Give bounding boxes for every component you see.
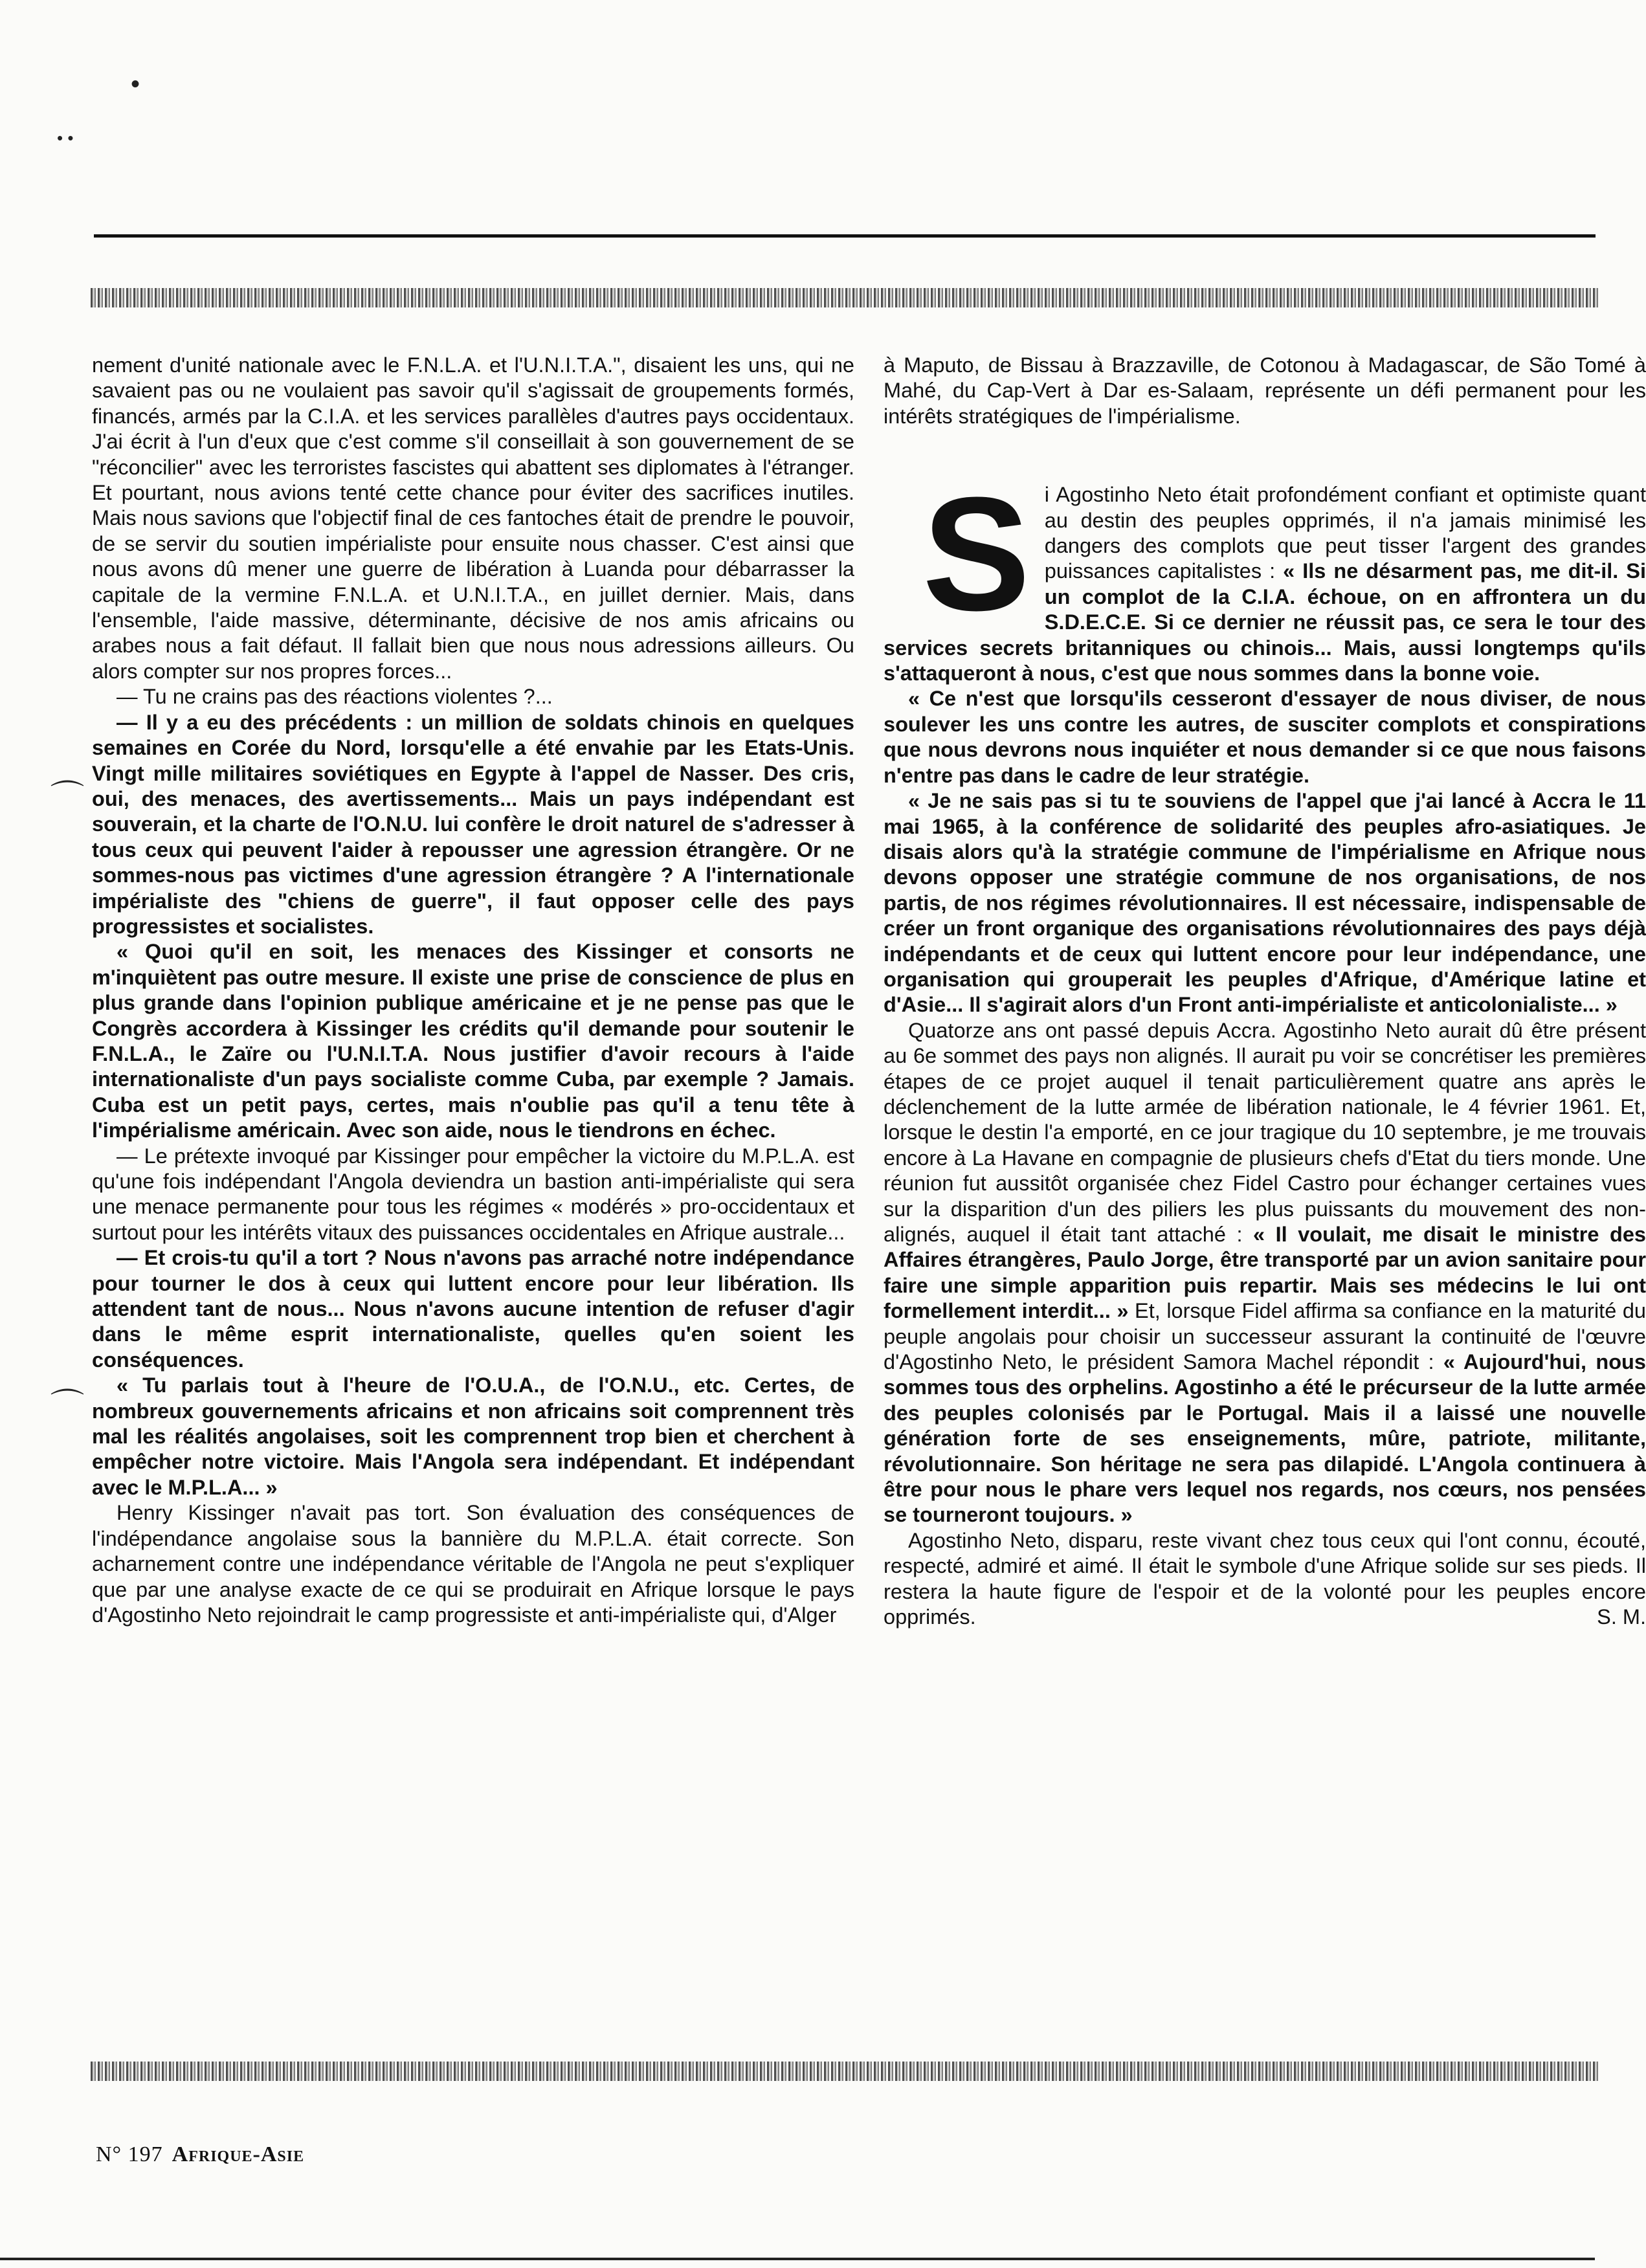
left-paragraph-2: — Tu ne crains pas des réactions violentes ?... bbox=[117, 685, 553, 709]
top-halftone-band bbox=[91, 288, 1599, 307]
right-paragraph-6 bbox=[884, 1528, 1646, 1630]
drop-cap: S bbox=[922, 463, 1030, 645]
right-paragraph-5-quote-1: « Il voulait, me disait le ministre des Affaires étrangères, Paulo Jorge, être transporté par un avion sanitaire pour faire une simple apparition puis repartir. Mais ses médecins le lui ont formellement interdit... » bbox=[884, 1223, 1646, 1323]
issue-number: N° 197 bbox=[96, 2142, 163, 2166]
bottom-rule bbox=[0, 2258, 1595, 2260]
right-column bbox=[884, 353, 1646, 2052]
left-paragraph-8: Henry Kissinger n'avait pas tort. Son évaluation des conséquences de l'indépendance angolaise sous la bannière du M.P.L.A. était correcte. Son acharnement contre une indépendance véritable de l'Angola ne peut s'expliquer que par une analyse exacte de ce qui se produirait en Afrique lorsque le pays d'Agostinho Neto rejoindrait le camp progressiste et anti-impérialiste qui, d'Alger bbox=[92, 1501, 854, 1627]
right-paragraph-3: « Ce n'est que lorsqu'ils cesseront d'essayer de nous diviser, de nous soulever les uns contre les autres, de susciter complots et conspirations que nous devrons nous inquiéter et nous demander si ce que nous faisons n'entre pas dans le cadre de leur stratégie. bbox=[884, 687, 1646, 787]
author-signature: S. M. bbox=[1597, 1605, 1646, 1629]
scan-speck: • • bbox=[57, 128, 74, 148]
scan-speck: • bbox=[131, 70, 140, 98]
left-column bbox=[92, 353, 854, 2052]
right-paragraph-5 bbox=[884, 1018, 1646, 1528]
left-paragraph-1: nement d'unité nationale avec le F.N.L.A. et l'U.N.I.T.A.", disaient les uns, qui ne savaient pas ou ne voulaient pas savoir qu'il s'agissait de groupements formés, financés, armés par la C.I.A. et les services parallèles d'autres pays occidentaux. J'ai écrit à l'un d'eux que c'est comme s'il conseillait à son gouvernement de se "réconcilier" avec les terroristes fascistes qui abattent ses diplomates à l'étranger. Et pourtant, nous avions tenté cette chance pour éviter des sacrifices inutiles. Mais nous savions que l'objectif final de ces fantoches était de prendre le pouvoir, de se servir du soutien impérialiste pour ensuite nous chasser. C'est ainsi que nous avons dû mener une guerre de libération à Luanda pour débarrasser la capitale de la vermine F.N.L.A. et U.N.I.T.A., en juillet dernier. Mais, dans l'ensemble, l'aide massive, déterminante, décisive de nos amis africains ou arabes nous a fait défaut. Il fallait bien que nous nous adressions ailleurs. Ou alors compter sur nos propres forces... bbox=[92, 353, 854, 683]
left-paragraph-4: « Quoi qu'il en soit, les menaces des Kissinger et consorts ne m'inquiètent pas outre mesure. Il existe une prise de conscience de plus en plus grande dans l'opinion publique américaine et je ne pense pas que le Congrès accordera à Kissinger les crédits qu'il demande pour soutenir le F.N.L.A., le Zaïre ou l'U.N.I.T.A. Nous justifier d'avoir recours à l'aide internationaliste d'un pays socialiste comme Cuba, par exemple ? Jamais. Cuba est un petit pays, certes, mais n'oublie pas qu'il a tenu tête à l'impérialisme américain. Avec son aide, nous le tiendrons en échec. bbox=[92, 940, 854, 1142]
left-paragraph-6: — Et crois-tu qu'il a tort ? Nous n'avons pas arraché notre indépendance pour tourner le dos à ceux qui luttent encore pour leur libération. Ils attendent tant de nous... Nous n'avons aucune intention de refuser d'agir dans le même esprit internationaliste, quelles qu'en soient les conséquences. bbox=[92, 1246, 854, 1372]
right-paragraph-6-text: Agostinho Neto, disparu, reste vivant chez tous ceux qui l'ont connu, écouté, respecté, admiré et aimé. Il était le symbole d'une Afrique solide sur ses pieds. Il restera la haute figure de l'espoir et de la volonté pour les peuples encore opprimés. bbox=[884, 1528, 1646, 1629]
right-paragraph-5-text-2: Et, lorsque Fidel affirma sa confiance en la maturité du peuple angolais pour choisir un successeur assurant la continuité de l'œuvre d'Agostinho Neto, le président Samora Machel répondit : bbox=[884, 1299, 1646, 1374]
left-paragraph-5: — Le prétexte invoqué par Kissinger pour empêcher la victoire du M.P.L.A. est qu'une fois indépendant l'Angola deviendra un bastion anti-impérialiste qui sera une menace permanente pour tous les régimes « modérés » pro-occidentaux et surtout pour les intérêts vitaux des puissances occidentales en Afrique australe... bbox=[92, 1144, 854, 1244]
scan-mark: ⌒ bbox=[50, 779, 85, 817]
scan-mark: ⌒ bbox=[50, 1388, 85, 1425]
right-paragraph-1: à Maputo, de Bissau à Brazzaville, de Cotonou à Madagascar, de São Tomé à Mahé, du Cap-Vert à Dar es-Salaam, représente un défi permanent pour les intérêts stratégiques de l'impérialisme. bbox=[884, 353, 1646, 428]
page-footer bbox=[96, 2142, 304, 2167]
right-paragraph-2-text: i Agostinho Neto était profondément confiant et optimiste quant au destin des peuples opprimés, il n'a jamais minimisé les dangers des complots que peut tisser l'argent des grandes puissances capitalistes : bbox=[1044, 483, 1646, 583]
right-paragraph-2 bbox=[884, 463, 1646, 686]
bottom-halftone-band bbox=[91, 2062, 1599, 2081]
left-paragraph-3: — Il y a eu des précédents : un million de soldats chinois en quelques semaines en Corée du Nord, lorsqu'elle a été envahie par les Etats-Unis. Vingt mille militaires soviétiques en Egypte à l'appel de Nasser. Des cris, oui, des menaces, des avertissements... Mais un pays indépendant est souverain, et la charte de l'O.N.U. lui confère le droit naturel de s'adresser à tous ceux qui peuvent l'aider à repousser une agression étrangère. Or ne sommes-nous pas victimes d'une agression étrangère ? A l'internationale impérialiste des "chiens de guerre", il faut opposer celle des pays progressistes et socialistes. bbox=[92, 710, 854, 938]
right-paragraph-4: « Je ne sais pas si tu te souviens de l'appel que j'ai lancé à Accra le 11 mai 1965, à la conférence de solidarité des peuples afro-asiatiques. Je disais alors qu'à la stratégie commune de l'impérialisme en Afrique nous devons opposer une stratégie commune de nos organisations, de nos partis, de nos régimes révolutionnaires. Il est nécessaire, indispensable de créer un front organique des organisations révolutionnaires des pays déjà indépendants et de ceux qui luttent encore pour leur indépendance, une organisation qui grouperait les peuples d'Afrique, d'Amérique latine et d'Asie... Il s'agirait alors d'un Front anti-impérialiste et anticolonialiste... » bbox=[884, 789, 1646, 1017]
publication-name: Afrique-Asie bbox=[172, 2142, 305, 2166]
right-paragraph-5-text: Quatorze ans ont passé depuis Accra. Agostinho Neto aurait dû être présent au 6e sommet des pays non alignés. Il aurait pu voir se concrétiser les premières étapes de ce projet auquel il tenait particulièrement quatre ans après le déclenchement de la lutte armée de libération nationale, le 4 février 1961. Et, lorsque le destin l'a emporté, en ce jour tragique du 10 septembre, je me trouvais encore à La Havane en compagnie de plusieurs chefs d'Etat du tiers monde. Une réunion fut aussitôt organisée chez Fidel Castro pour échanger certaines vues sur la disparition d'un des piliers les plus puissants du mouvement des non-alignés, auquel il était tant attaché : bbox=[884, 1018, 1646, 1246]
right-paragraph-2-quote: « Ils ne désarment pas, me dit-il. Si un complot de la C.I.A. échoue, on en affrontera un du S.D.E.C.E. Si ce dernier ne réussit pas, ce sera le tour des services secrets britanniques ou chinois... Mais, aussi longtemps qu'ils s'attaqueront à nous, c'est que nous sommes dans la bonne voie. bbox=[884, 559, 1646, 685]
left-paragraph-7: « Tu parlais tout à l'heure de l'O.U.A., de l'O.N.U., etc. Certes, de nombreux gouvernements africains et non africains soit comprennent très mal les réalités angolaises, soit les comprennent trop bien et cherchent à empêcher notre victoire. Mais l'Angola sera indépendant. Et indépendant avec le M.P.L.A... » bbox=[92, 1373, 854, 1499]
right-paragraph-5-quote-2: « Aujourd'hui, nous sommes tous des orphelins. Agostinho a été le précurseur de la lutte armée des peuples colonisés par le Portugal. Mais il a laissé une nouvelle génération forte de ses enseignements, mûre, patriote, militante, révolutionnaire. Son héritage ne sera pas dilapidé. L'Angola continuera à être pour nous le phare vers lequel nos regards, nos cœurs, nos pensées se tourneront toujours. » bbox=[884, 1350, 1646, 1527]
top-rule bbox=[94, 234, 1596, 238]
